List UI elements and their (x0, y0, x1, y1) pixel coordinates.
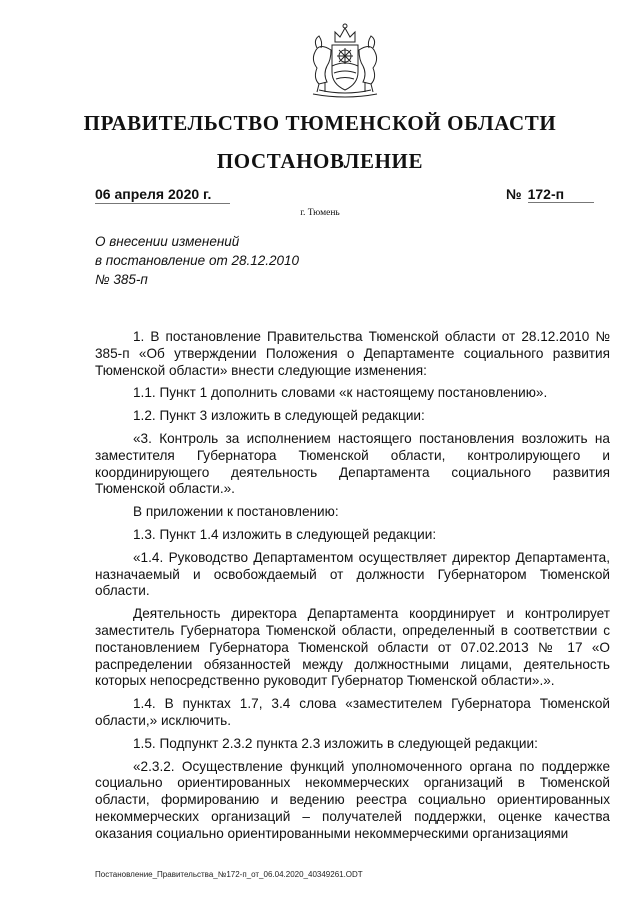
body-paragraph: «2.3.2. Осуществление функций уполномоченного органа по поддержке социально ориентированных некоммерческих организаций в Тюменской области, формированию и ведению реестра социально ориентированных некоммерческих организаций – получателей поддержки, оценке качества оказания социально ориентированными некоммерческими организациями (95, 758, 610, 841)
body-paragraph: 1.2. Пункт 3 изложить в следующей редакции: (133, 408, 425, 424)
document-body (95, 329, 610, 849)
government-title: ПРАВИТЕЛЬСТВО ТЮМЕНСКОЙ ОБЛАСТИ (83, 111, 557, 135)
subject-line: в постановление от 28.12.2010 (95, 253, 300, 268)
file-name-footer: Постановление_Правительства_№172-п_от_06.04.2020_40349261.ODT (95, 870, 363, 879)
issue-city: г. Тюмень (300, 208, 340, 218)
body-paragraph: 1. В постановление Правительства Тюменской области от 28.12.2010 № 385-п «Об утверждении Положения о Департаменте социального развития Тюменской области» внести следующие изменения: (95, 329, 610, 378)
body-paragraph: Деятельность директора Департамента координирует и контролирует заместитель Губернатора Тюменской области, определенный в соответствии с постановлением Губернатора Тюменской области от 07.02.2013 № 17 «О распределении обязанностей между должностными лицами, деятельность которых непосредственно руководит Губернатор Тюменской области».». (95, 606, 610, 689)
subject-line: О внесении изменений (95, 234, 240, 249)
body-paragraph: 1.5. Подпункт 2.3.2 пункта 2.3 изложить в следующей редакции: (133, 735, 538, 751)
document-date: 06 апреля 2020 г. (95, 186, 230, 204)
body-paragraph: 1.1. Пункт 1 дополнить словами «к настоящему постановлению». (133, 385, 548, 401)
subject-line: № 385-п (95, 272, 148, 287)
body-paragraph: «1.4. Руководство Департаментом осуществляет директор Департамента, назначаемый и освобождаемый от должности Губернатором Тюменской области. (95, 549, 610, 599)
coat-of-arms-icon (305, 20, 385, 102)
document-number (506, 186, 604, 204)
number-value: 172-п (528, 186, 594, 203)
body-paragraph: В приложении к постановлению: (133, 504, 339, 520)
document-subject (95, 232, 299, 289)
body-paragraph: 1.3. Пункт 1.4 изложить в следующей редакции: (133, 526, 437, 542)
number-sign: № (506, 186, 522, 202)
document-type-title: ПОСТАНОВЛЕНИЕ (216, 149, 424, 173)
body-paragraph: «3. Контроль за исполнением настоящего постановления возложить на заместителя Губернатора Тюменской области, контролирующего и координирующего деятельность Департамента социального развития Тюменской области.». (95, 430, 610, 497)
body-paragraph: 1.4. В пунктах 1.7, 3.4 слова «заместителем Губернатора Тюменской области,» исключить. (95, 696, 610, 728)
